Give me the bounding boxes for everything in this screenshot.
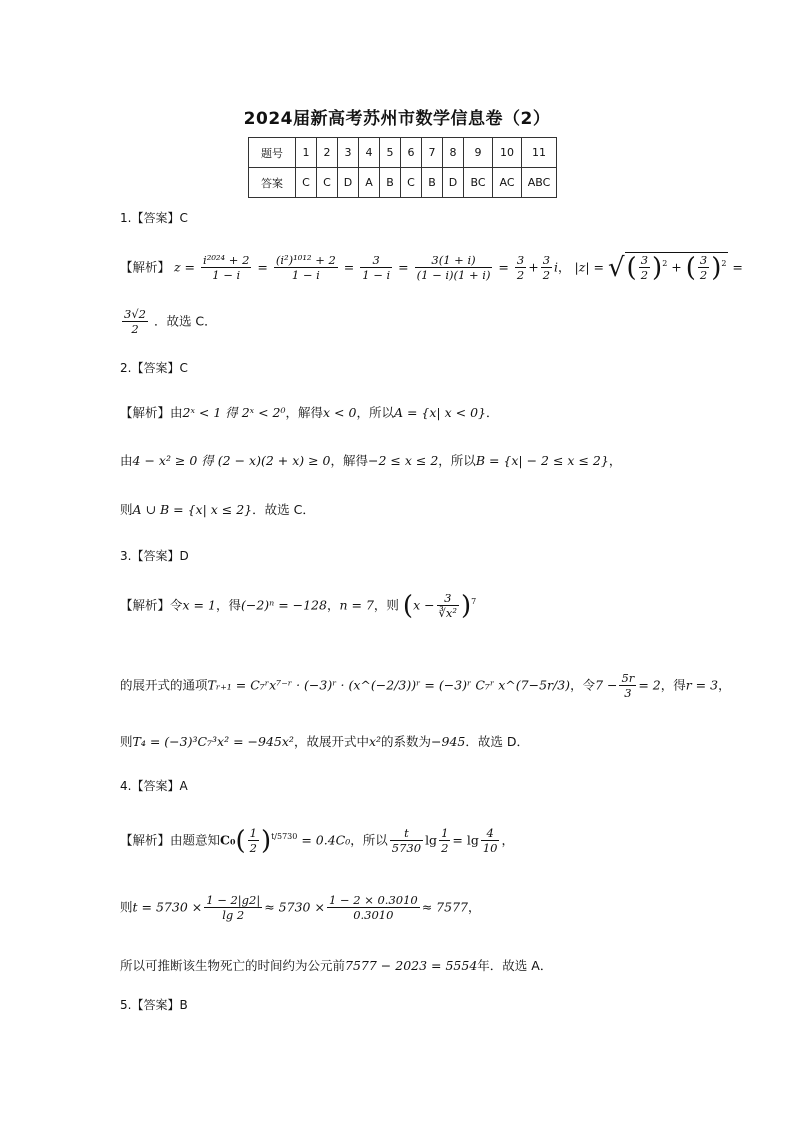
table-cell: D bbox=[338, 168, 359, 198]
fraction bbox=[698, 253, 709, 283]
math: = lg bbox=[452, 832, 479, 848]
text: ， bbox=[326, 597, 340, 613]
table-cell: 3 bbox=[338, 138, 359, 168]
table-cell: 7 bbox=[422, 138, 443, 168]
text: 年．故选 A． bbox=[477, 958, 553, 973]
text: 则 bbox=[120, 502, 133, 517]
denominator: 2 bbox=[640, 268, 649, 283]
fraction bbox=[327, 893, 420, 923]
q4-answer-header: 4.【答案】A bbox=[120, 779, 188, 793]
exponent: t/5730 bbox=[271, 832, 298, 842]
text: ． bbox=[486, 405, 499, 420]
q4-solution-line-3 bbox=[120, 958, 552, 973]
fraction bbox=[515, 253, 526, 283]
table-cell: 11 bbox=[522, 138, 557, 168]
text: ，令 bbox=[570, 677, 596, 693]
math: = 2 bbox=[638, 677, 661, 693]
math: 4 − x² ≥ 0 得 (2 − x)(2 + x) ≥ 0 bbox=[132, 453, 331, 468]
math: T₄ = (−3)³C₇³x² = −945x² bbox=[132, 734, 294, 749]
table-cell: C bbox=[317, 168, 338, 198]
denominator: 2 bbox=[131, 322, 139, 337]
exponent: 7 bbox=[471, 597, 477, 607]
table-cell: 10 bbox=[493, 138, 522, 168]
numerator: (i²)¹⁰¹² + 2 bbox=[275, 253, 336, 267]
q2-solution-line-3 bbox=[120, 502, 315, 517]
denominator: 2 bbox=[699, 268, 708, 283]
solution-label: 【解析】 bbox=[120, 259, 171, 275]
numerator: 1 − 2 × 0.3010 bbox=[328, 893, 418, 907]
numerator: 1 − 2|g2| bbox=[206, 893, 261, 907]
denominator: 10 bbox=[482, 841, 498, 856]
table-cell: 2 bbox=[317, 138, 338, 168]
text: ，则 bbox=[373, 597, 399, 613]
text: ， bbox=[608, 453, 622, 468]
fraction bbox=[541, 253, 552, 283]
table-cell: AC bbox=[493, 168, 522, 198]
denominator: 2 bbox=[249, 841, 257, 856]
table-cell: ABC bbox=[522, 168, 557, 198]
denominator: ∛x² bbox=[438, 606, 458, 621]
math: A ∪ B = {x| x ≤ 2} bbox=[132, 502, 253, 517]
table-row bbox=[249, 138, 557, 168]
table-row bbox=[249, 168, 557, 198]
numerator: 3 bbox=[542, 253, 551, 267]
math: lg bbox=[425, 832, 438, 848]
fraction bbox=[204, 893, 262, 923]
q3-answer-header: 3.【答案】D bbox=[120, 549, 189, 563]
q3-solution-line-2 bbox=[120, 671, 731, 701]
math: 7577 − 2023 = 5554 bbox=[345, 958, 478, 973]
table-cell: 4 bbox=[359, 138, 380, 168]
q4-solution-line-1: 【解析】由题意知C₀( $\frac{1}{2}$ )$^{t/5730}$ = 0.4C₀，所以 $\frac{t}{5730}$ lg $\frac{1}{2}$ = lg $\frac{4}{10}$ ， bbox=[120, 825, 514, 856]
text: ，所以 bbox=[356, 405, 394, 420]
math: = 0.4C₀ bbox=[301, 832, 351, 848]
text: ．故选 D． bbox=[465, 734, 529, 749]
math: i bbox=[554, 259, 559, 275]
numerator: 3 bbox=[516, 253, 525, 267]
text: 【解析】由 bbox=[120, 405, 183, 420]
denominator: 1 − i bbox=[212, 268, 241, 283]
numerator: i²⁰²⁴ + 2 bbox=[203, 253, 250, 267]
math: z = bbox=[174, 259, 196, 275]
math: C₀ bbox=[220, 832, 236, 848]
q1-solution-line-1: 【解析】 z = $\frac{\text{i²⁰²⁴ + 2}}{1 - i}$ = $\frac{\text{(i²)¹⁰¹² + 2}}{1 - i}$ = $\frac{3}{1 - i}$ = $\frac{3(1 + i)}{(1 - i)(1 + i)}$ = $\frac{3}{2}$ + $\frac{3}{2}$ i， |z| = √( $\frac{3}{2}$ )$^2$ + ( $\frac{3}{2}$ )$^2$ = bbox=[120, 252, 743, 283]
fraction bbox=[481, 826, 500, 856]
denominator: 2 bbox=[441, 841, 449, 856]
text: 的展开式的通项 bbox=[120, 677, 208, 693]
denominator: 1 − i bbox=[291, 268, 320, 283]
table-header-cell: 题号 bbox=[249, 138, 296, 168]
text: ，解得 bbox=[285, 405, 324, 420]
table-cell: C bbox=[296, 168, 317, 198]
numerator: 3(1 + i) bbox=[415, 253, 493, 268]
denominator: 5730 bbox=[391, 841, 422, 856]
numerator: 3 bbox=[640, 253, 649, 267]
math: x < 0 bbox=[323, 405, 357, 420]
denominator: lg 2 bbox=[222, 908, 245, 923]
denominator: 2 bbox=[516, 268, 525, 283]
page-title: 2024届新高考苏州市数学信息卷（2） bbox=[243, 109, 551, 129]
fraction bbox=[437, 591, 459, 621]
math: 2ˣ < 1 得 2ˣ < 2⁰ bbox=[182, 405, 286, 420]
text: 的系数为 bbox=[381, 734, 432, 749]
q3-solution-line-1: 【解析】令x = 1，得(−2)ⁿ = −128，n = 7，则 (x − $\frac{3}{\text{∛x²}}$ )$^7$ bbox=[120, 590, 477, 621]
q1-answer-header: 1.【答案】C bbox=[120, 211, 188, 225]
text: ， bbox=[501, 832, 514, 848]
text: ，故展开式中 bbox=[293, 734, 369, 749]
numerator: 4 bbox=[481, 826, 500, 841]
denominator: 3 bbox=[624, 686, 632, 701]
numerator: 3 bbox=[699, 253, 708, 267]
fraction bbox=[415, 253, 493, 283]
table-cell: 6 bbox=[401, 138, 422, 168]
math: + bbox=[528, 259, 539, 275]
table-cell: 5 bbox=[380, 138, 401, 168]
math: x − bbox=[413, 597, 435, 613]
q5-answer-header: 5.【答案】B bbox=[120, 998, 188, 1012]
text: ，得 bbox=[215, 597, 241, 613]
fraction bbox=[619, 671, 636, 701]
math: 7 − bbox=[595, 677, 618, 693]
q2-solution-line-2 bbox=[120, 453, 621, 468]
q1-solution-line-2 bbox=[120, 307, 217, 337]
math: t = 5730 × bbox=[132, 899, 203, 915]
fraction bbox=[122, 307, 148, 337]
table-cell: BC bbox=[464, 168, 493, 198]
numerator: 3 bbox=[437, 591, 459, 606]
fraction bbox=[248, 826, 259, 856]
math: Tᵣ₊₁ = C₇ʳx⁷⁻ʳ · (−3)ʳ · (x^(−2/3))ʳ = (−3)ʳ C₇ʳ x^(7−5r/3) bbox=[207, 677, 571, 693]
numerator: 3√2 bbox=[124, 307, 146, 321]
text: 【解析】由题意知 bbox=[120, 832, 221, 848]
text: 则 bbox=[120, 734, 133, 749]
table-cell: 9 bbox=[464, 138, 493, 168]
table-cell: B bbox=[380, 168, 401, 198]
text: ， bbox=[718, 677, 731, 693]
math: r = 3 bbox=[685, 677, 719, 693]
table-cell: C bbox=[401, 168, 422, 198]
table-header-cell: 答案 bbox=[249, 168, 296, 198]
text: 所以可推断该生物死亡的时间约为公元前 bbox=[120, 958, 346, 973]
denominator: (1 − i)(1 + i) bbox=[416, 268, 491, 283]
text: ．故选 C． bbox=[252, 502, 315, 517]
sqrt-radicand: ( $\frac{3}{2}$ )$^2$ + ( $\frac{3}{2}$ )$^2$ bbox=[626, 252, 727, 283]
fraction bbox=[201, 253, 251, 283]
numerator: 5r bbox=[621, 671, 635, 685]
text: 【解析】令 bbox=[120, 597, 183, 613]
fraction bbox=[360, 253, 392, 283]
table-cell: B bbox=[422, 168, 443, 198]
numerator: t bbox=[390, 826, 423, 841]
math: −2 ≤ x ≤ 2 bbox=[368, 453, 439, 468]
numerator: 1 bbox=[249, 826, 257, 840]
text: ，所以 bbox=[350, 832, 388, 848]
math: x² bbox=[368, 734, 382, 749]
table-cell: A bbox=[359, 168, 380, 198]
fraction bbox=[639, 253, 650, 283]
math: (−2)ⁿ = −128 bbox=[240, 597, 327, 613]
fraction bbox=[439, 826, 450, 856]
math: x = 1 bbox=[182, 597, 216, 613]
math: −945 bbox=[431, 734, 466, 749]
math: ≈ 5730 × bbox=[264, 899, 325, 915]
table-cell: 8 bbox=[443, 138, 464, 168]
text: ，解得 bbox=[330, 453, 369, 468]
table-cell: 1 bbox=[296, 138, 317, 168]
numerator: 3 bbox=[360, 253, 392, 268]
math: ≈ 7577 bbox=[421, 899, 468, 915]
table-cell: D bbox=[443, 168, 464, 198]
text: 则 bbox=[120, 899, 133, 915]
text: ．故选 C． bbox=[153, 313, 217, 329]
q2-answer-header: 2.【答案】C bbox=[120, 361, 188, 375]
fraction bbox=[274, 253, 338, 283]
denominator: 1 − i bbox=[362, 268, 391, 283]
numerator: 1 bbox=[441, 826, 449, 840]
math: |z| = bbox=[574, 259, 604, 275]
math: B = {x| − 2 ≤ x ≤ 2} bbox=[475, 453, 609, 468]
fraction bbox=[390, 826, 423, 856]
denominator: 0.3010 bbox=[353, 908, 394, 923]
text: 由 bbox=[120, 453, 133, 468]
separator: ， bbox=[558, 259, 571, 275]
q2-solution-line-1 bbox=[120, 405, 499, 420]
answer-table bbox=[248, 137, 557, 198]
math: = bbox=[732, 259, 743, 275]
text: ，所以 bbox=[438, 453, 476, 468]
text: ， bbox=[467, 899, 481, 915]
denominator: 2 bbox=[542, 268, 551, 283]
q3-solution-line-3 bbox=[120, 734, 529, 749]
math: n = 7 bbox=[339, 597, 374, 613]
text: ，得 bbox=[660, 677, 686, 693]
q4-solution-line-2 bbox=[120, 893, 481, 923]
math: A = {x| x < 0} bbox=[393, 405, 486, 420]
